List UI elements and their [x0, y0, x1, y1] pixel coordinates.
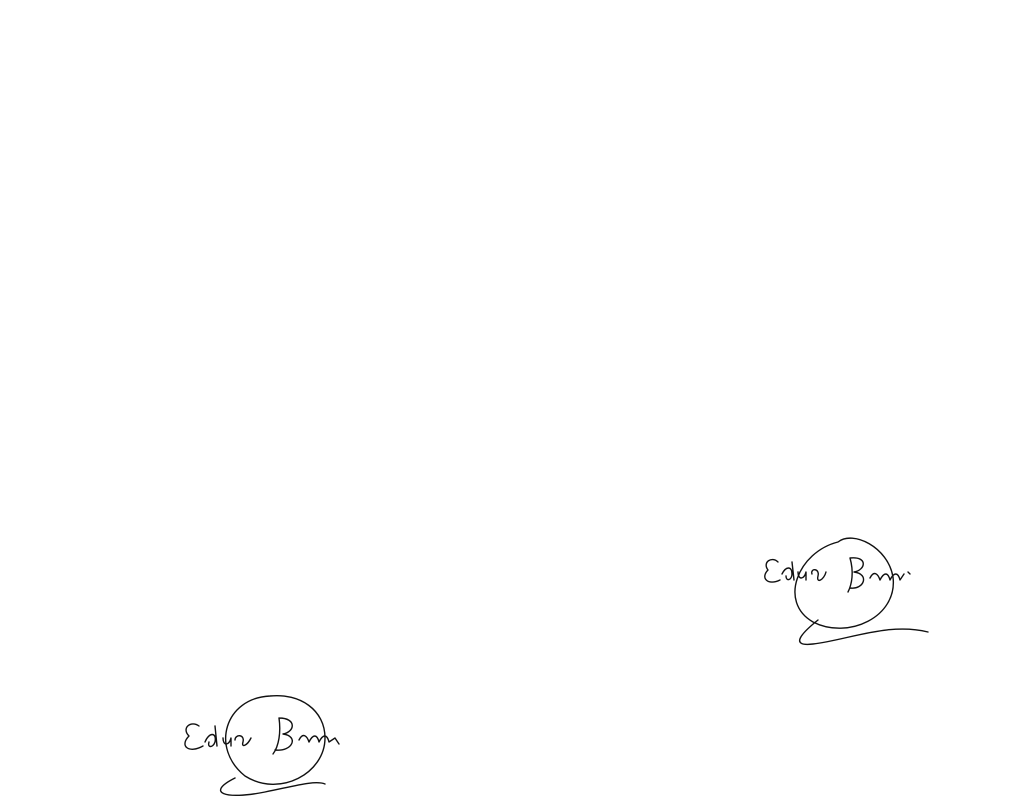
- spanish-signature: [175, 688, 375, 803]
- english-signature: [758, 522, 958, 652]
